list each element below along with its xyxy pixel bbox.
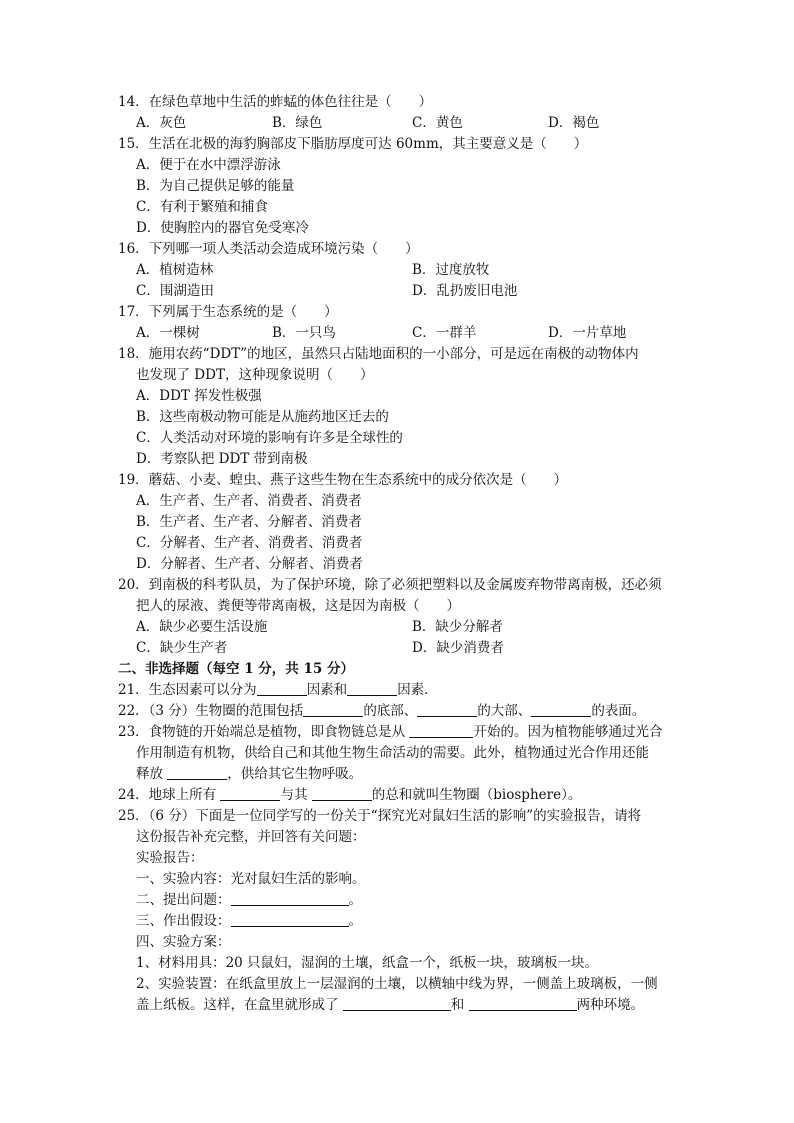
answer-blank[interactable]	[417, 701, 477, 717]
question-20-stem-cont: 把人的尿液、粪便等带离南极，这是因为南极（ ）	[136, 598, 460, 614]
answer-blank[interactable]	[303, 701, 363, 717]
q14-option-b: B．绿色	[272, 115, 323, 131]
answer-blank[interactable]	[343, 995, 451, 1011]
answer-blank[interactable]	[312, 785, 372, 801]
q19-option-c: C．分解者、生产者、消费者、消费者	[136, 535, 363, 551]
report-plan: 四、实验方案：	[136, 934, 231, 950]
q16-option-b: B．过度放牧	[412, 262, 490, 278]
question-18-stem: 18．施用农药“DDT”的地区，虽然只占陆地面积的一小部分，可是远在南极的动物体内	[118, 346, 639, 362]
answer-blank[interactable]	[531, 701, 591, 717]
question-19-stem: 19．蘑菇、小麦、蝗虫、燕子这些生物在生态系统中的成分依次是（ ）	[118, 472, 568, 488]
q18-option-d: D．考察队把 DDT 带到南极	[136, 451, 308, 467]
q19-option-a: A．生产者、生产者、消费者、消费者	[136, 493, 362, 509]
question-21: 21．生态因素可以分为 因素和 因素．	[118, 682, 438, 698]
q18-option-a: A．DDT 挥发性极强	[136, 388, 262, 404]
report-setup: 2、实验装置：在纸盒里放上一层湿润的土壤，以横轴中线为界，一侧盖上玻璃板，一侧	[136, 976, 658, 992]
question-14-stem: 14．在绿色草地中生活的蚱蜢的体色往往是（ ）	[118, 94, 433, 110]
question-23-line-3: 释放 ，供给其它生物呼吸。	[136, 766, 363, 782]
question-15-stem: 15．生活在北极的海豹胸部皮下脂肪厚度可达 60mm，其主要意义是（ ）	[118, 136, 588, 152]
q15-option-c: C．有利于繁殖和捕食	[136, 199, 268, 215]
question-17-stem: 17．下列属于生态系统的是（ ）	[118, 304, 338, 320]
answer-blank[interactable]	[231, 911, 349, 927]
q19-option-d: D．分解者、生产者、分解者、消费者	[136, 556, 363, 572]
answer-blank[interactable]	[347, 680, 397, 696]
question-25-line-1: 25．（6 分）下面是一位同学写的一份关于“探究光对鼠妇生活的影响”的实验报告，请将	[118, 808, 642, 824]
q18-option-c: C．人类活动对环境的影响有许多是全球性的	[136, 430, 403, 446]
question-22: 22．（3 分）生物圈的范围包括 的底部、 的大部、 的表面。	[118, 703, 646, 719]
q17-option-c: C．一群羊	[412, 325, 477, 341]
answer-blank[interactable]	[231, 890, 349, 906]
answer-blank[interactable]	[257, 680, 307, 696]
answer-blank[interactable]	[167, 764, 227, 780]
report-hypothesis: 三、作出假设： 。	[136, 913, 362, 929]
q14-option-a: A．灰色	[136, 115, 187, 131]
question-23-line-1: 23．食物链的开始端总是植物，即食物链总是从 开始的。因为植物能够通过光合	[118, 724, 663, 740]
q20-option-d: D．缺少消费者	[412, 640, 504, 656]
question-25-line-2: 这份报告补充完整，并回答有关问题：	[136, 829, 366, 845]
answer-blank[interactable]	[409, 722, 473, 738]
report-title: 实验报告：	[136, 850, 204, 866]
q19-option-b: B．生产者、生产者、分解者、消费者	[136, 514, 362, 530]
question-24: 24．地球上所有 与其 的总和就叫生物圈（biosphere）。	[118, 787, 582, 803]
q14-option-d: D．褐色	[548, 115, 600, 131]
q14-option-c: C．黄色	[412, 115, 463, 131]
q20-option-a: A．缺少必要生活设施	[136, 619, 268, 635]
q20-option-c: C．缺少生产者	[136, 640, 228, 656]
q16-option-c: C．围湖造田	[136, 283, 214, 299]
question-20-stem: 20．到南极的科考队员，为了保护环境，除了必须把塑料以及金属废弃物带离南极，还必须	[118, 577, 662, 593]
section-2-heading: 二、非选择题（每空 1 分，共 15 分）	[118, 661, 354, 677]
answer-blank[interactable]	[220, 785, 280, 801]
question-16-stem: 16．下列哪一项人类活动会造成环境污染（ ）	[118, 241, 419, 257]
report-content: 一、实验内容：光对鼠妇生活的影响。	[136, 871, 366, 887]
question-18-stem-cont: 也发现了 DDT，这种现象说明（ ）	[136, 367, 374, 383]
report-setup-cont: 盖上纸板。这样，在盒里就形成了 和 两种环境。	[136, 997, 645, 1013]
q15-option-a: A．便于在水中漂浮游泳	[136, 157, 281, 173]
answer-blank[interactable]	[469, 995, 577, 1011]
q15-option-b: B．为自己提供足够的能量	[136, 178, 295, 194]
report-materials: 1、材料用具：20 只鼠妇，湿润的土壤，纸盒一个，纸板一块，玻璃板一块。	[136, 955, 599, 971]
question-23-line-2: 作用制造有机物，供给自己和其他生物生命活动的需要。此外，植物通过光合作用还能	[136, 745, 649, 761]
q18-option-b: B．这些南极动物可能是从施药地区迁去的	[136, 409, 389, 425]
q16-option-d: D．乱扔废旧电池	[412, 283, 518, 299]
report-question: 二、提出问题： 。	[136, 892, 362, 908]
q17-option-d: D．一片草地	[548, 325, 627, 341]
q17-option-a: A．一棵树	[136, 325, 200, 341]
q20-option-b: B．缺少分解者	[412, 619, 503, 635]
q17-option-b: B．一只鸟	[272, 325, 336, 341]
q15-option-d: D．使胸腔内的器官免受寒冷	[136, 220, 309, 236]
q16-option-a: A．植树造林	[136, 262, 214, 278]
